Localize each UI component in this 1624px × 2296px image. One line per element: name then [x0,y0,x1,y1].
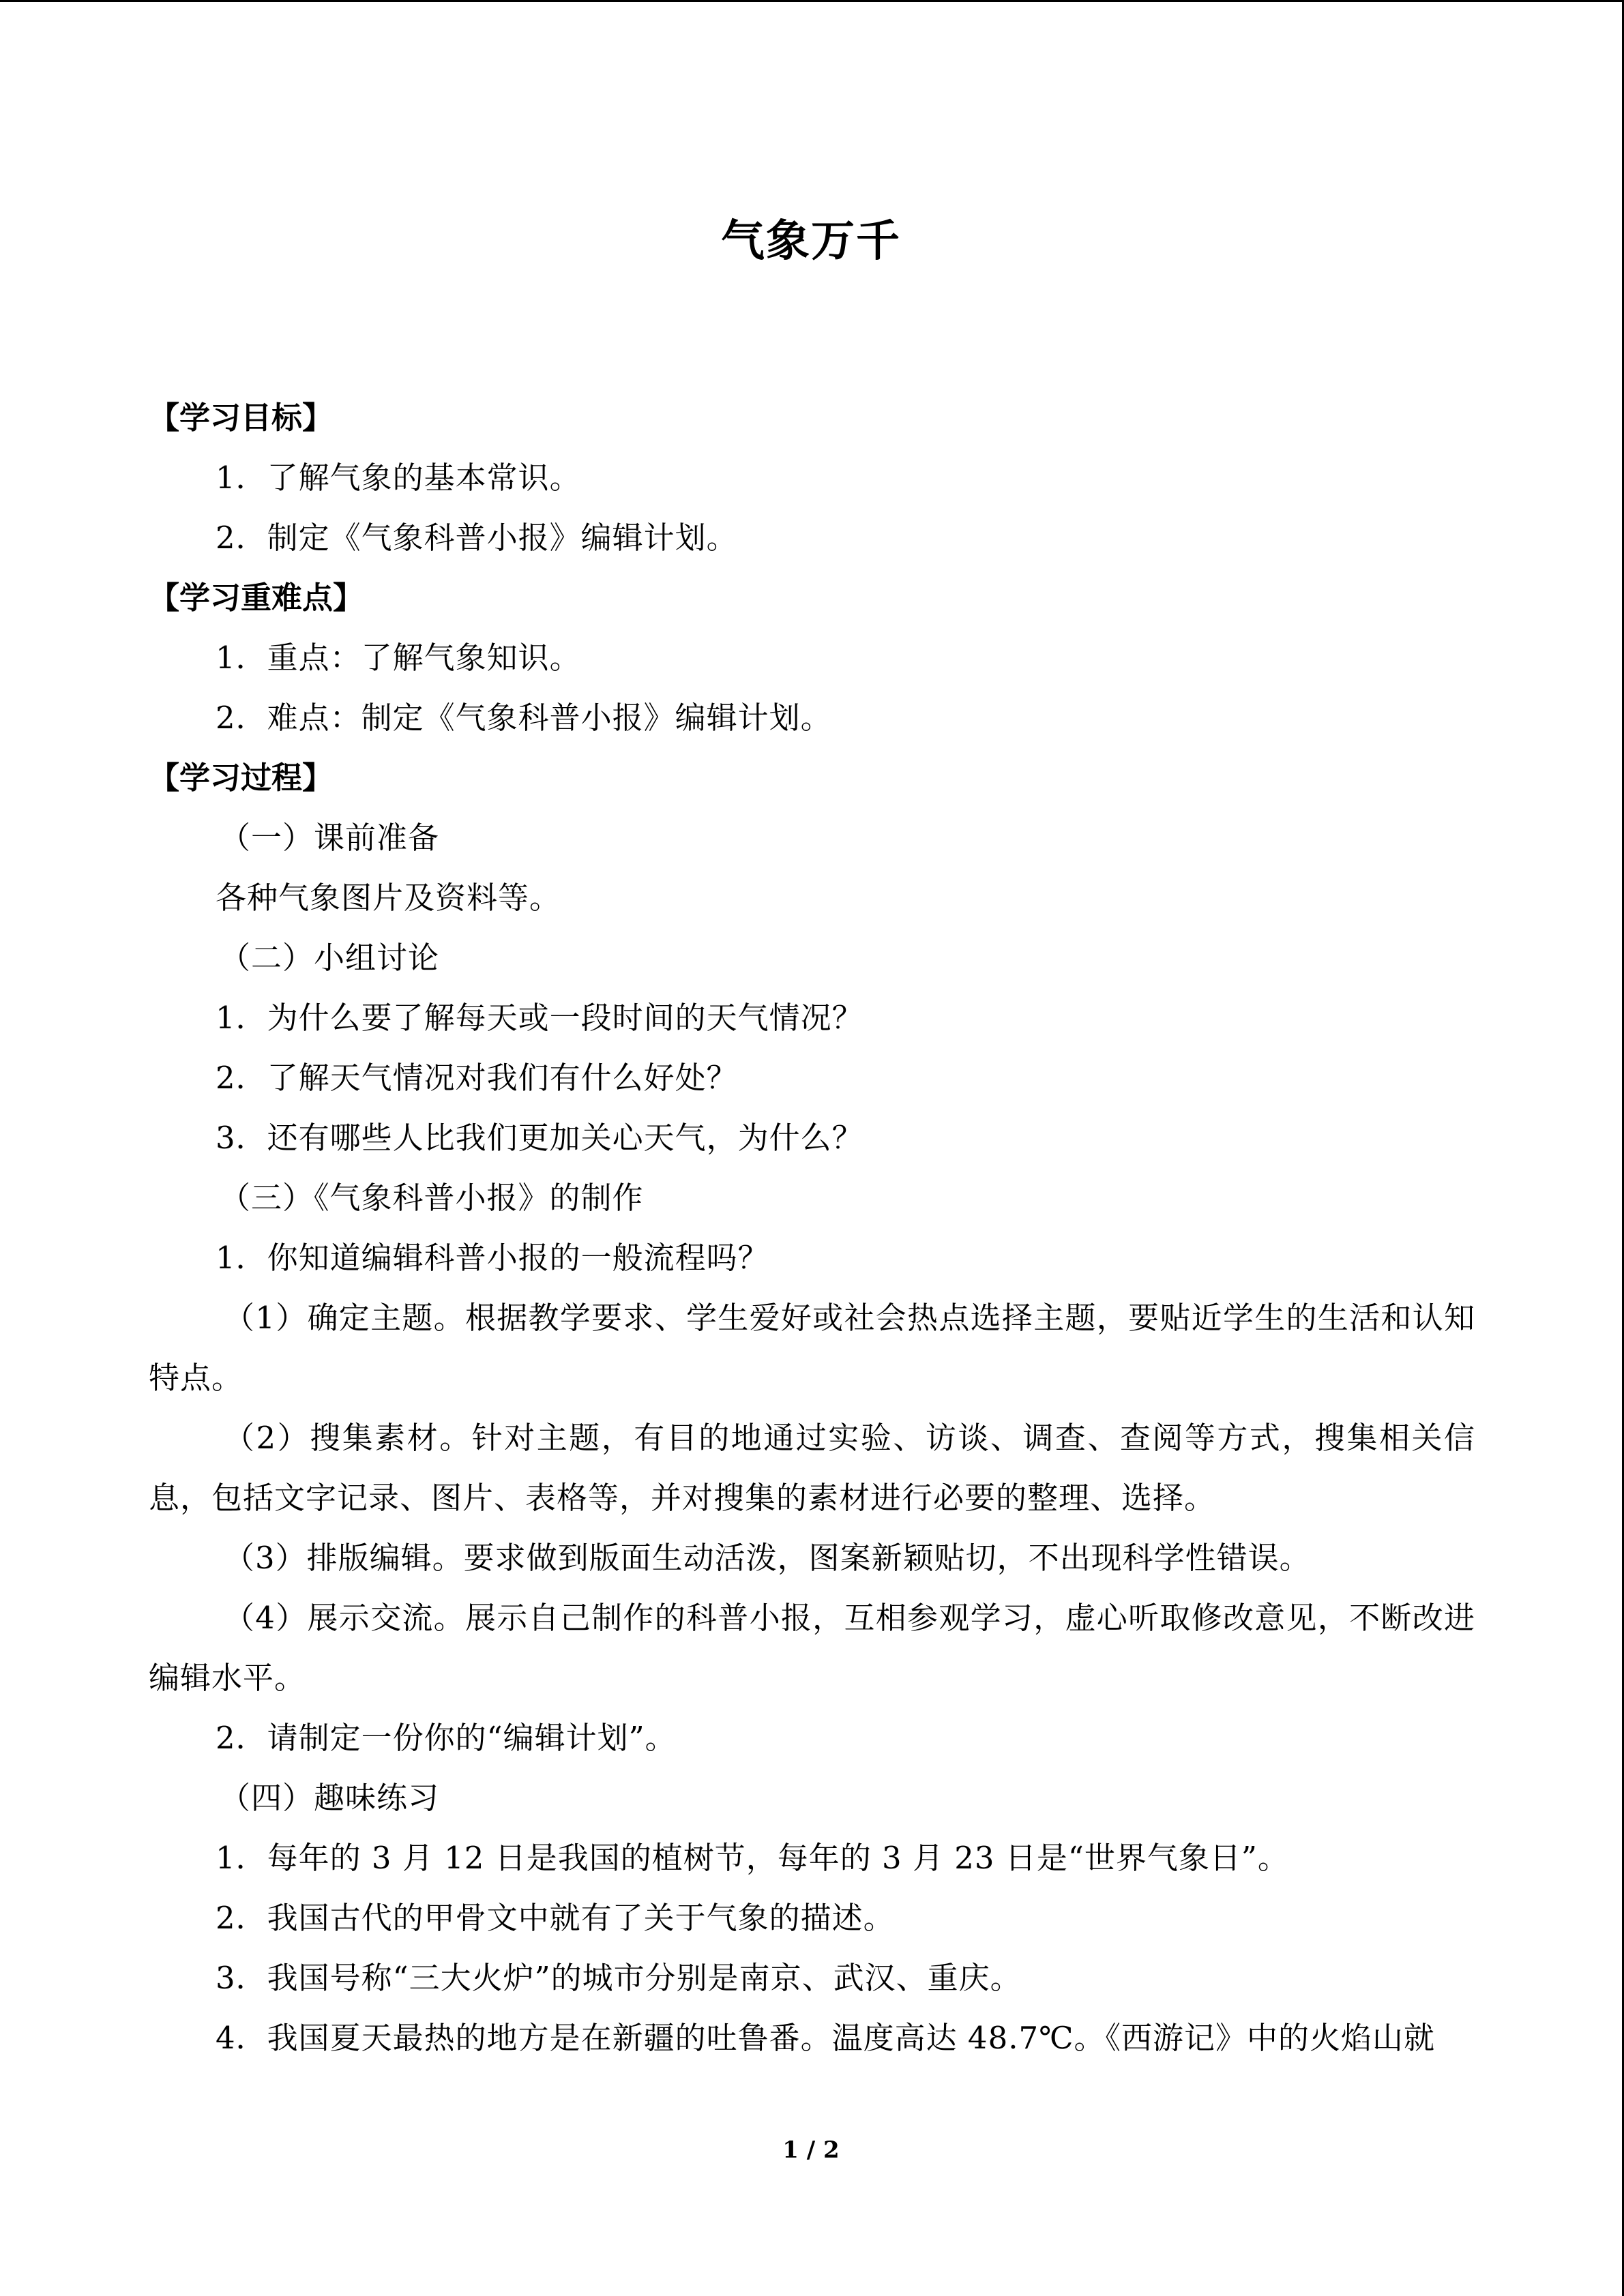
key-point-item: 1．重点：了解气象知识。 [216,640,581,676]
subsection-title-discussion: （二）小组讨论 [220,940,440,976]
newspaper-step: （3）排版编辑。要求做到版面生动活泼，图案新颖贴切，不出现科学性错误。 [224,1540,1311,1576]
subsection-title-newspaper: （三）《气象科普小报》的制作 [220,1180,644,1216]
objective-item: 2．制定《气象科普小报》编辑计划。 [216,520,738,556]
discussion-item: 2．了解天气情况对我们有什么好处？ [216,1060,738,1096]
section-heading-key-points: 【学习重难点】 [149,580,364,616]
exercise-item: 4．我国夏天最热的地方是在新疆的吐鲁番。温度高达 48.7℃。《西游记》中的火焰山就 [216,2020,1435,2056]
discussion-item: 1．为什么要了解每天或一段时间的天气情况？ [216,1000,863,1036]
document-body [149,388,1475,2068]
subsection-title-preparation: （一）课前准备 [220,820,440,856]
preparation-text: 各种气象图片及资料等。 [216,880,561,916]
newspaper-step: （1）确定主题。根据教学要求、学生爱好或社会热点选择主题，要贴近学生的生活和认知特点。 [149,1300,1475,1396]
section-heading-objectives: 【学习目标】 [149,400,334,436]
newspaper-question-2: 2．请制定一份你的“编辑计划”。 [216,1720,677,1756]
section-heading-process: 【学习过程】 [149,760,334,796]
subsection-title-exercise: （四）趣味练习 [220,1780,440,1816]
newspaper-step: （4）展示交流。展示自己制作的科普小报，互相参观学习，虚心听取修改意见，不断改进编辑水平。 [149,1600,1475,1696]
exercise-item: 1．每年的 3 月 12 日是我国的植树节，每年的 3 月 23 日是“世界气象日”。 [216,1840,1289,1876]
exercise-item: 2．我国古代的甲骨文中就有了关于气象的描述。 [216,1900,895,1936]
exercise-item: 3．我国号称“三大火炉”的城市分别是南京、武汉、重庆。 [216,1960,1022,1996]
newspaper-question-1: 1．你知道编辑科普小报的一般流程吗？ [216,1240,769,1276]
objective-item: 1．了解气象的基本常识。 [216,460,581,496]
document-title: 气象万千 [721,216,901,267]
discussion-item: 3．还有哪些人比我们更加关心天气，为什么？ [216,1120,863,1156]
key-point-item: 2．难点：制定《气象科普小报》编辑计划。 [216,700,832,736]
newspaper-step: （2）搜集素材。针对主题，有目的地通过实验、访谈、调查、查阅等方式，搜集相关信息，包括文字记录、图片、表格等，并对搜集的素材进行必要的整理、选择。 [149,1420,1475,1516]
page-number: 1 / 2 [782,2136,840,2164]
